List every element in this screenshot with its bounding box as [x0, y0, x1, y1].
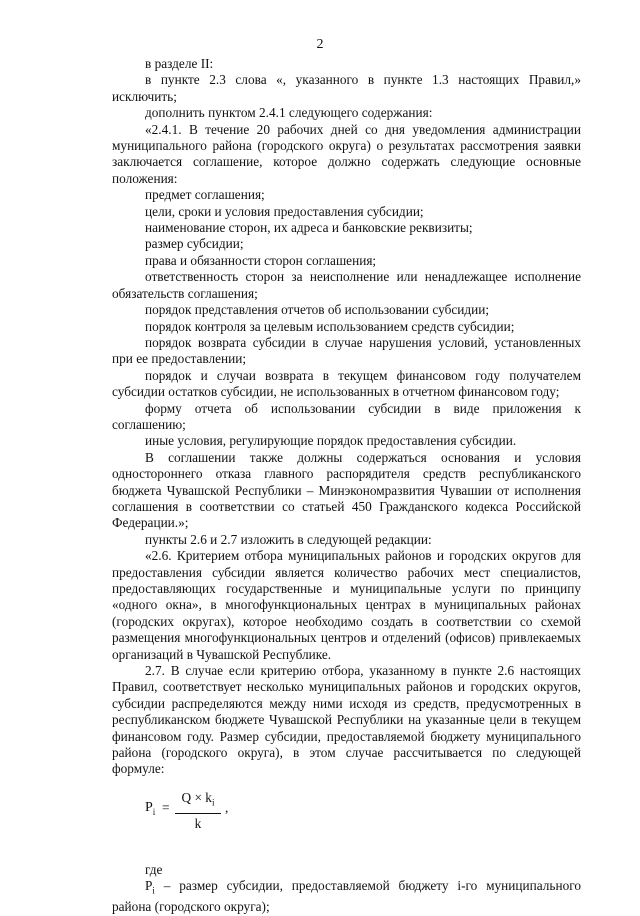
paragraph: права и обязанности сторон соглашения; [145, 252, 377, 268]
formula [145, 790, 581, 850]
paragraph: наименование сторон, их адреса и банковские реквизиты; [145, 220, 473, 236]
formula-equals: = [162, 799, 170, 815]
formula-fraction [175, 790, 221, 832]
page-number: 2 [316, 37, 324, 52]
paragraph: порядок и случаи возврата в текущем финансовом году получателем субсидии остатков субсидии, не использованных в отчетном финансовом году; [112, 367, 581, 400]
paragraph: дополнить пунктом 2.4.1 следующего содержания: [145, 105, 433, 121]
formula-denominator: k [194, 815, 202, 831]
formula-comma: , [225, 799, 229, 815]
paragraph: в пункте 2.3 слова «, указанного в пункте 1.3 настоящих Правил,» исключить; [112, 72, 581, 104]
paragraph: пункты 2.6 и 2.7 изложить в следующей редакции: [145, 531, 432, 547]
paragraph: порядок контроля за целевым использованием средств субсидии; [145, 318, 515, 334]
paragraph: цели, сроки и условия предоставления субсидии; [145, 203, 424, 219]
formula-numerator: $Q \times k_i$ [175, 790, 221, 814]
paragraph-list [112, 56, 581, 778]
paragraph: «2.4.1. В течение 20 рабочих дней со дня уведомления администрации муниципального района (городского округа) о результатах рассмотрения заявки заключается соглашение, которое должно содержать следующие основные положения: [112, 121, 581, 186]
paragraph: порядок представления отчетов об использовании субсидии; [145, 302, 490, 318]
formula-lhs: $P_i$ [145, 799, 156, 817]
paragraph: форму отчета об использовании субсидии в виде приложения к соглашению; [112, 400, 581, 432]
paragraph: ответственность сторон за неисполнение или ненадлежащее исполнение обязательств соглашения; [112, 269, 581, 301]
paragraph: размер субсидии; [145, 236, 244, 252]
paragraph: порядок возврата субсидии в случае нарушения условий, установленных при ее предоставлении; [112, 334, 581, 367]
paragraph: в разделе II: [145, 56, 214, 71]
paragraph: «2.6. Критерием отбора муниципальных районов и городских округов для предоставления субсидии является количество рабочих мест специалистов, предоставляющих государственные и муниципальные услуги по принципу «одного окна», в многофункциональных центрах в муниципальных районах (городских округах), которое необходимо создать в соответствии со схемой размещения многофункциональных центров и отделений (офисов) привлекаемых организаций в Чувашской Республике. [112, 548, 581, 662]
definition-paragraph: $P_i$ – размер субсидии, предоставляемой бюджету i-го муниципального района (городского округа); [112, 878, 581, 915]
paragraph: иные условия, регулирующие порядок предоставления субсидии. [145, 433, 517, 449]
document-body [112, 56, 581, 916]
paragraph: В соглашении также должны содержаться основания и условия одностороннего отказа главного распорядителя средств республиканского бюджета Чувашской Республики – Минэкономразвития Чувашии от исполнения соглашения в соответствии со статьей 450 Гражданского кодекса Российской Федерации.»; [112, 449, 581, 531]
paragraph: предмет соглашения; [145, 187, 265, 203]
where-label: где [145, 861, 163, 877]
paragraph: 2.7. В случае если критерию отбора, указанному в пункте 2.6 настоящих Правил, соответствует несколько муниципальных районов и городских округов, субсидии распределяются между ними исходя из средств, предусмотренных в республиканском бюджете Чувашской Республики на указанные цели в текущем финансовом году. Размер субсидии, предоставляемой бюджету муниципального района (городского округа), в этом случае рассчитывается по следующей формуле: [112, 663, 581, 777]
